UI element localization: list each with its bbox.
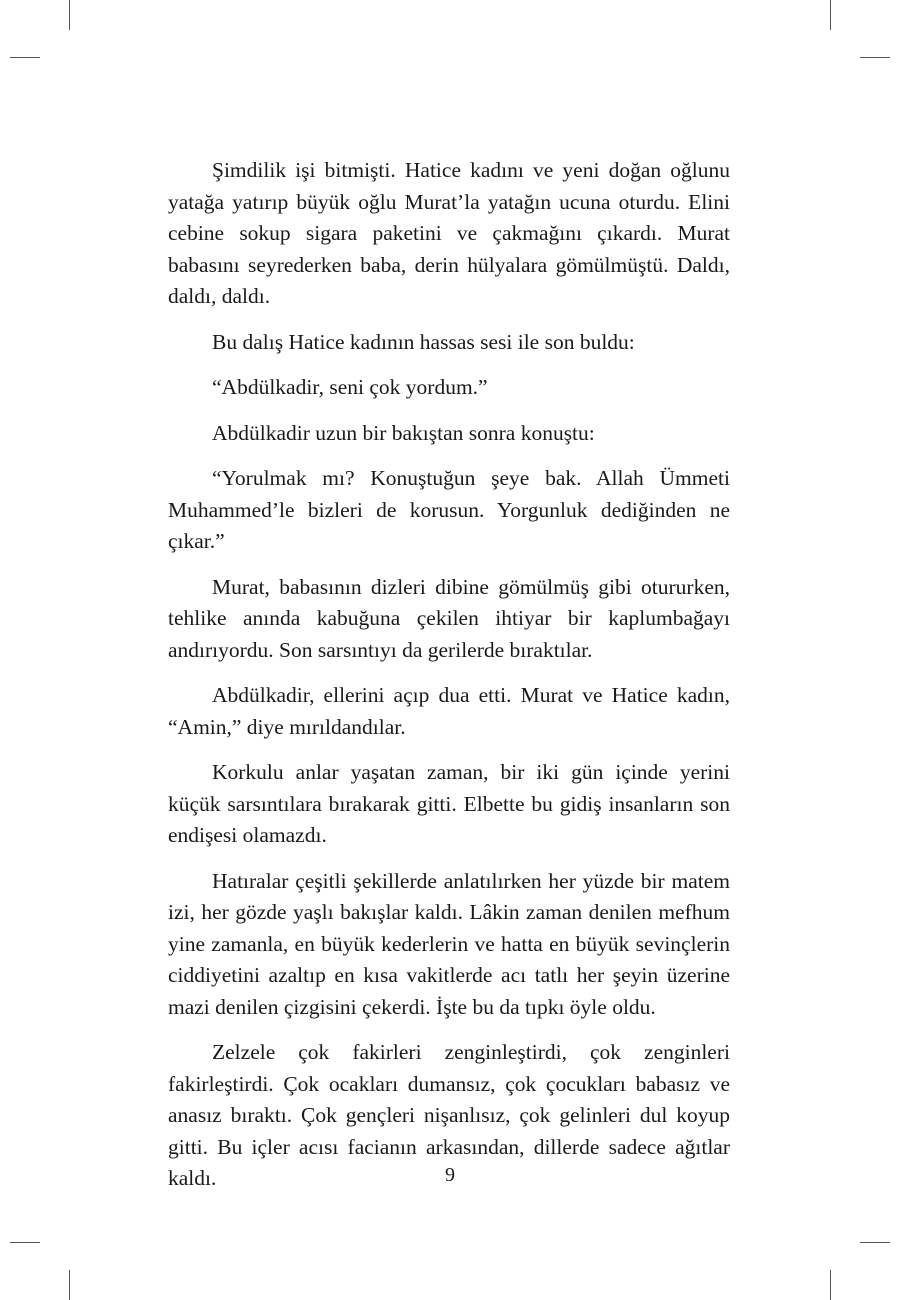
crop-mark-top-right bbox=[830, 0, 831, 30]
paragraph: Murat, babasının dizleri dibine gömülmüş gibi otururken, tehlike anında kabuğuna çekilen ihtiyar bir kaplumbağayı andırıyordu. Son sarsıntıyı da gerilerde bıraktılar. bbox=[168, 574, 730, 662]
page-number: 9 bbox=[445, 1164, 455, 1186]
paragraph: “Yorulmak mı? Konuştuğun şeye bak. Allah Ümmeti Muhammed’le bizleri de korusun. Yorgunluk dediğinden ne çıkar.” bbox=[168, 466, 730, 553]
paragraph: Bu dalış Hatice kadının hassas sesi ile son buldu: bbox=[212, 329, 635, 354]
paragraph: Şimdilik işi bitmişti. Hatice kadını ve yeni doğan oğlunu yatağa yatırıp büyük oğlu Murat’la yatağın ucuna oturdu. Elini cebine sokup sigara paketini ve çakmağını çıkardı. Murat babasını seyrederken baba, derin hülyalara gömülmüştü. Daldı, daldı, daldı. bbox=[168, 158, 730, 308]
paragraph: Abdülkadir, ellerini açıp dua etti. Murat ve Hatice kadın, “Amin,” diye mırıldandılar. bbox=[168, 683, 730, 739]
body-text bbox=[168, 155, 730, 1209]
paragraph: Hatıralar çeşitli şekillerde anlatılırken her yüzde bir matem izi, her gözde yaşlı bakışlar kaldı. Lâkin zaman denilen mefhum yine zamanla, en büyük kederlerin ve hatta en büyük sevinçlerin ciddiyetini azaltıp en kısa vakitlerde acı tatlı her şeyin üzerine mazi denilen çizgisini çekerdi. İşte bu da tıpkı öyle oldu. bbox=[168, 868, 730, 1019]
crop-mark-bottom-right bbox=[830, 1270, 831, 1300]
paragraph: Zelzele çok fakirleri zenginleştirdi, çok zenginleri fakirleştirdi. Çok ocakları dumansız, çok çocukları babasız ve anasız bıraktı. Çok gençleri nişanlısız, çok gelinleri dul koyup gitti. Bu içler acısı facianın arkasından, dillerde sadece ağıtlar kaldı. bbox=[168, 1040, 730, 1190]
paragraph: Korkulu anlar yaşatan zaman, bir iki gün içinde yerini küçük sarsıntılara bırakarak gitti. Elbette bu gidiş insanların son endişesi olamazdı. bbox=[168, 760, 730, 847]
crop-mark-top-right-h bbox=[860, 57, 890, 58]
crop-mark-top-left-h bbox=[10, 57, 40, 58]
crop-mark-bottom-right-h bbox=[860, 1242, 890, 1243]
paragraph: Abdülkadir uzun bir bakıştan sonra konuştu: bbox=[212, 420, 595, 445]
paragraph: “Abdülkadir, seni çok yordum.” bbox=[212, 375, 488, 399]
crop-mark-top-left bbox=[69, 0, 70, 30]
crop-mark-bottom-left bbox=[69, 1270, 70, 1300]
crop-mark-bottom-left-h bbox=[10, 1242, 40, 1243]
